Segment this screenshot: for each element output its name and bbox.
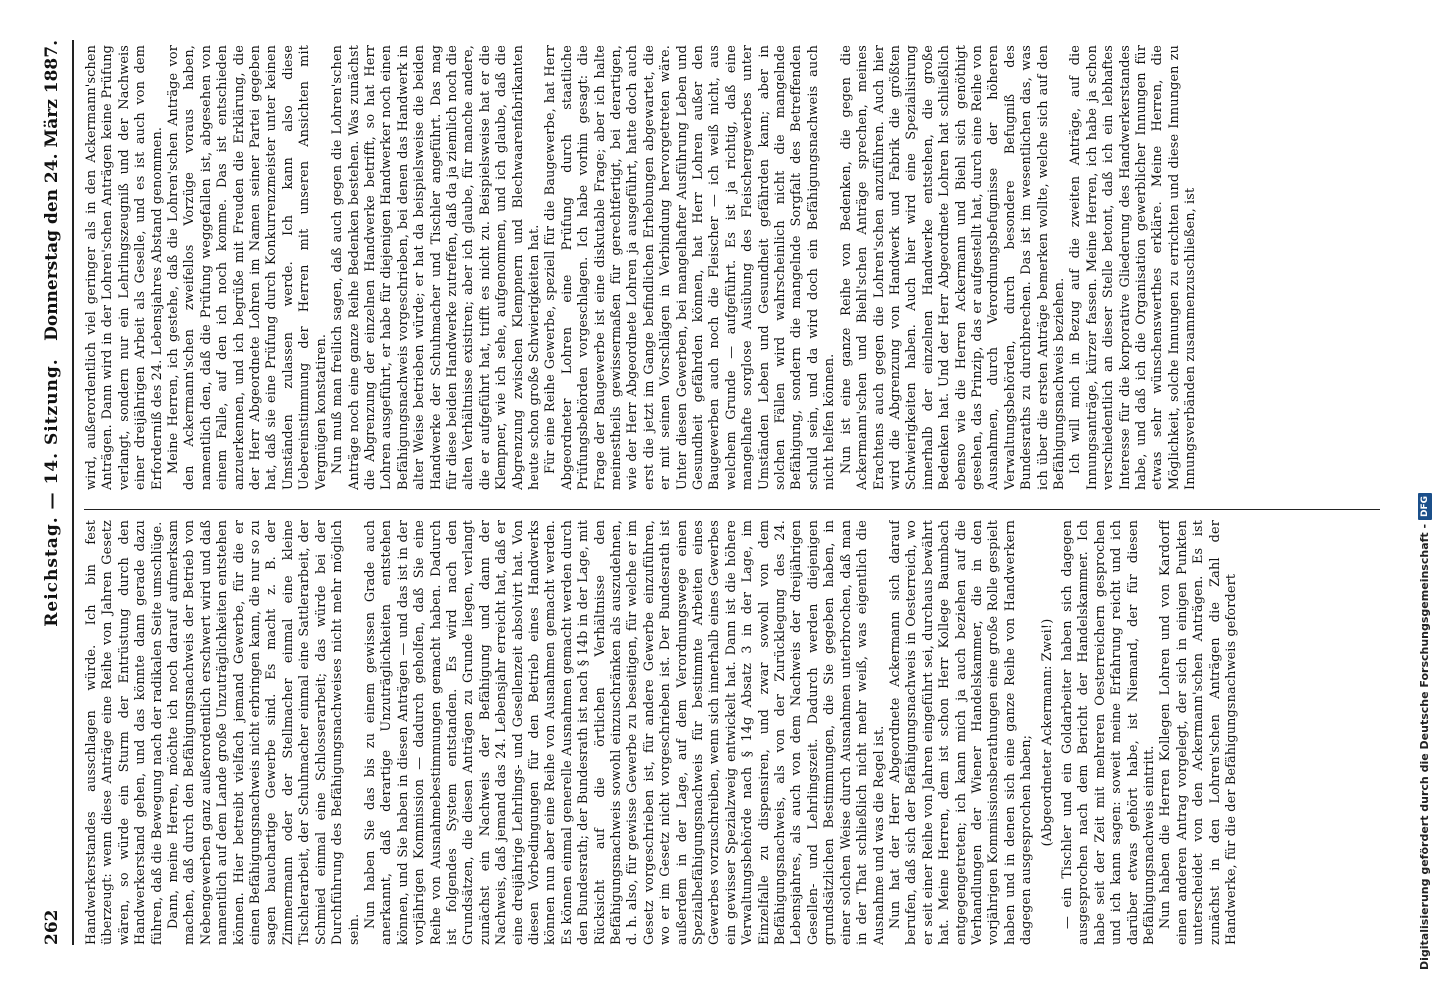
paragraph: Nun haben Sie das bis zu einem gewissen Grade auch anerkannt, daß derartige Unzuträglichkeiten entstehen können, und Sie haben in diesen Anträgen — und das ist in der vorjährigen Kommission — dadurch geholfen, daß Sie eine Reihe von Ausnahmebestimmungen gemacht haben. Dadurch ist folgendes System entstanden. Es wird nach den Grundsätzen, die diesen Anträgen zu Grunde liegen, verlangt zunächst ein Nachweis der Befähigung und dann der Nachweis, daß jemand das 24. Lebensjahr erreicht hat, daß er eine dreijährige Lehrlings- und Gesellenzeit absolvirt hat. Von diesen Vorbedingungen für den Betrieb eines Handwerks können nun aber eine Reihe von Ausnahmen gemacht werden. Es können einmal generelle Ausnahmen gemacht werden durch den Bundesrath; der Bundesrath ist nach § 14b in der Lage, mit Rücksicht auf die örtlichen Verhältnisse den Befähigungsnachweis sowohl einzuschränken als auszudehnen, d. h. also, für gewisse Gewerbe zu beseitigen, für welche er im Gesetz vorgeschrieben ist, für andere Gewerbe einzuführen, wo er im Gesetz nicht vorgeschrieben ist. Der Bundesrath ist außerdem in der Lage, auf dem Verordnungswege einen Spezialbefähigungsnachweis für bestimmte Arbeiten eines Gewerbes vorzuschreiben, wenn sich innerhalb eines Gewerbes ein gewisser Spezialzweig entwickelt hat. Dann ist die höhere Verwaltungsbehörde nach § 14g Absatz 3 in der Lage, im Einzelfalle zu dispensiren, und zwar sowohl von dem Befähigungsnachweis, als von der Zurücklegung des 24. Lebensjahres, als auch von dem Nachweis der dreijährigen Gesellen- und Lehrlingszeit. Dadurch werden diejenigen grundsätzlichen Bestimmungen, die Sie gegeben haben, in einer solchen Weise durch Ausnahmen unterbrochen, daß man in der That schließlich nicht mehr weiß, was eigentlich die Ausnahme und was die Regel ist. bbox=[362, 520, 887, 945]
session-date: Donnerstag den 24. März 1887. bbox=[42, 40, 62, 341]
paragraph: Nun haben die Herren Kollegen Lohren und von Kardorff einen anderen Antrag vorgelegt, der sich in einigen Punkten unterscheidet von den Ackermann'schen Anträgen. Es ist zunächst in den Lohren'schen Anträgen die Zahl der Handwerke, für die der Befähigungsnachweis gefordert bbox=[1158, 520, 1240, 945]
interjection: (Abgeordneter Ackermann: Zwei!) bbox=[1039, 618, 1055, 847]
header-rule bbox=[72, 40, 74, 945]
paragraph: Nun hat der Herr Abgeordnete Ackermann sich darauf berufen, daß sich der Befähigungsnachweis in Oesterreich, wo er seit einer Reihe von Jahren eingeführt sei, durchaus bewährt hat. Meine Herren, dem ist schon Herr Kollege Baumbach entgegengetreten; ich kann mich ja auch beziehen auf die Verhandlungen der Wiener Handelskammer, die in den vorjährigen Kommissionsberathungen eine große Rolle gespielt haben und in denen sich eine ganze Reihe von Handwerkern dagegen ausgesprochen haben; bbox=[887, 520, 1035, 945]
page-number: 262 bbox=[42, 909, 62, 945]
paragraph: Nun ist eine ganze Reihe von Bedenken, die gegen die Ackermann'schen und Biehl'schen Anträge sprechen, meines Erachtens auch gegen die Lohren'schen anzuführen. Auch hier wird die Abgrenzung von Handwerk und Fabrik die größten Schwierigkeiten haben. Auch hier wird eine Spezialisirung innerhalb der einzelnen Handwerke entstehen, die große Bedenken hat. Und der Herr Abgeordnete Lohren hat schließlich ebenso wie die Herren Ackermann und Biehl sich genöthigt gesehen, das Prinzip, das er aufgestellt hat, durch eine Reihe von Ausnahmen, durch Verordnungsbefugnisse der höheren Verwaltungsbehörden, durch besondere Befugniß des Bundesraths zu durchbrechen. Das ist im wesentlichen das, was ich über die ersten Anträge bemerken wollte, welche sich auf den Befähigungsnachweis beziehen. bbox=[838, 45, 1067, 490]
column-divider bbox=[84, 509, 1380, 510]
running-title: Reichstag. — 14. Sitzung. bbox=[42, 358, 62, 627]
watermark-text: Digitalisierung gefördert durch die Deutsche Forschungsgemeinschaft - bbox=[1418, 523, 1431, 970]
paragraph: Meine Herren, ich gestehe, daß die Lohren'schen Anträge vor den Ackermann'schen zweifellos Vorzüge voraus haben, namentlich den, daß die Prüfung weggefallen ist, abgesehen von einem Falle, auf den ich noch komme. Das ist entschieden anzuerkennen, und ich begrüße mit Freuden die Erklärung, die der Herr Abgeordnete Lohren im Namen seiner Partei gegeben hat, daß sie eine Prüfung durch Konkurrenzmeister unter keinen Umständen zulassen werde. Ich kann also diese Uebereinstimmung der Herren mit unseren Ansichten mit Vergnügen konstatiren. bbox=[166, 45, 329, 490]
paragraph: — ein Tischler und ein Goldarbeiter haben sich dagegen ausgesprochen nach dem Bericht der Handelskammer. Ich habe seit der Zeit mit mehreren Oesterreichern gesprochen und ich kann sagen: soweit meine Erfahrung reicht und ich darüber etwas gehört habe, ist Niemand, der für diesen Befähigungsnachweis eintritt. bbox=[1059, 520, 1157, 945]
right-column bbox=[84, 45, 1380, 490]
paragraph: wird, außerordentlich viel geringer als in den Ackermann'schen Anträgen. Dann wird in der Lohren'schen Anträgen keine Prüfung verlangt, sondern nur ein Lehrlingszeugniß und der Nachweis einer dreijährigen Arbeit als Geselle, und es ist auch von dem Erforderniß des 24. Lebensjahres Abstand genommen. bbox=[84, 45, 165, 490]
page-header bbox=[38, 40, 72, 945]
paragraph: Ich will mich in Bezug auf die zweiten Anträge, auf die Innungsanträge, kürzer fassen. Meine Herren, ich habe ja schon verschiedentlich an dieser Stelle betont, daß ich ein lebhaftes Interesse für die korporative Gliederung des Handwerkerstandes habe, und daß ich die Organisation gewerblicher Innungen für etwas sehr wünschenswerthes erkläre. Meine Herren, die Möglichkeit, solche Innungen zu errichten und diese Innungen zu Innungsverbänden zusammenzuschließen, ist bbox=[1068, 45, 1199, 490]
paragraph: Handwerkerstandes ausschlagen würde. Ich bin fest überzeugt: wenn diese Anträge eine Reihe von Jahren Gesetz wären, so würde ein Sturm der Entrüstung durch den Handwerkerstand gehen, und das könnte dann gerade dazu führen, daß die Bewegung nach der radikalen Seite umschlüge. bbox=[84, 520, 165, 945]
paragraph: Für eine Reihe Gewerbe, speziell für die Baugewerbe, hat Herr Abgeordneter Lohren eine Prüfung durch staatliche Prüfungsbehörden vorgeschlagen. Ich habe vorhin gesagt: die Frage der Baugewerbe ist eine diskutable Frage; aber ich halte meinestheils gewissermaßen für gerechtfertigt, bei derartigen, wie der Herr Abgeordnete Lohren ja ausgeführt, hatte doch auch erst die jetzt im Gange befindlichen Erhebungen abgewartet, die er mit seinen Vorschlägen in Verbindung hervorgetreten wäre. Unter diesen Gewerben, bei mangelhafter Ausführung Leben und Gesundheit gefährden können, hat Herr Lohren außer den Baugewerben auch noch die Fleischer — ich weiß nicht, aus welchem Grunde — aufgeführt. Es ist ja richtig, daß eine mangelhafte sorglose Ausübung des Fleischergewerbes unter Umständen Leben und Gesundheit gefährden kann; aber in solchen Fällen wird wahrscheinlich nicht die mangelnde Befähigung, sondern die mangelnde Sorgfalt des Betreffenden schuld sein, und da wird doch ein Befähigungsnachweis auch nicht helfen können. bbox=[543, 45, 838, 490]
left-column bbox=[84, 520, 1380, 945]
paragraph: Nun muß man freilich sagen, daß auch gegen die Lohren'schen Anträge noch eine ganze Reihe Bedenken bestehen. Was zunächst die Abgrenzung der einzelnen Handwerke betrifft, so hat Herr Lohren ausgeführt, er habe für diejenigen Handwerker noch einen Befähigungsnachweis vorgeschrieben, bei denen das Handwerk in alter Weise betrieben würde; er hat da beispielsweise die beiden Handwerke der Schuhmacher und Tischler angeführt. Das mag für diese beiden Handwerke zutreffen, daß da ja ziemlich noch die alten Verhältnisse existiren; aber ich glaube, für manche andere, die er aufgeführt hat, trifft es nicht zu. Beispielsweise hat er die Klempner, wie ich sehe, aufgenommen, und ich glaube, daß die Abgrenzung zwischen Klempnern und Blechwaarenfabrikanten heute schon große Schwierigkeiten hat. bbox=[330, 45, 542, 490]
rotated-page bbox=[20, 20, 1420, 975]
dfg-logo-icon: DFG bbox=[1418, 493, 1432, 520]
paragraph: Dann, meine Herren, möchte ich noch darauf aufmerksam machen, daß durch den Befähigungsnachweis der Betrieb von Nebengewerben ganz außerordentlich erschwert wird und daß namentlich auf dem Lande große Unzuträglichkeiten entstehen können. Hier betreibt vielfach jemand Gewerbe, für die er einen Befähigungsnachweis nicht erbringen kann, die nur so zu sagen bauchartige Gewerbe sind. Es macht z. B. der Zimmermann oder der Stellmacher einmal eine kleine Tischlerarbeit, der Schuhmacher einmal eine Sattlerarbeit, der Schmied einmal eine Schlosserarbeit; das würde bei der Durchführung des Befähigungsnachweises nicht mehr möglich sein. bbox=[166, 520, 362, 945]
digitization-watermark bbox=[1388, 40, 1431, 970]
